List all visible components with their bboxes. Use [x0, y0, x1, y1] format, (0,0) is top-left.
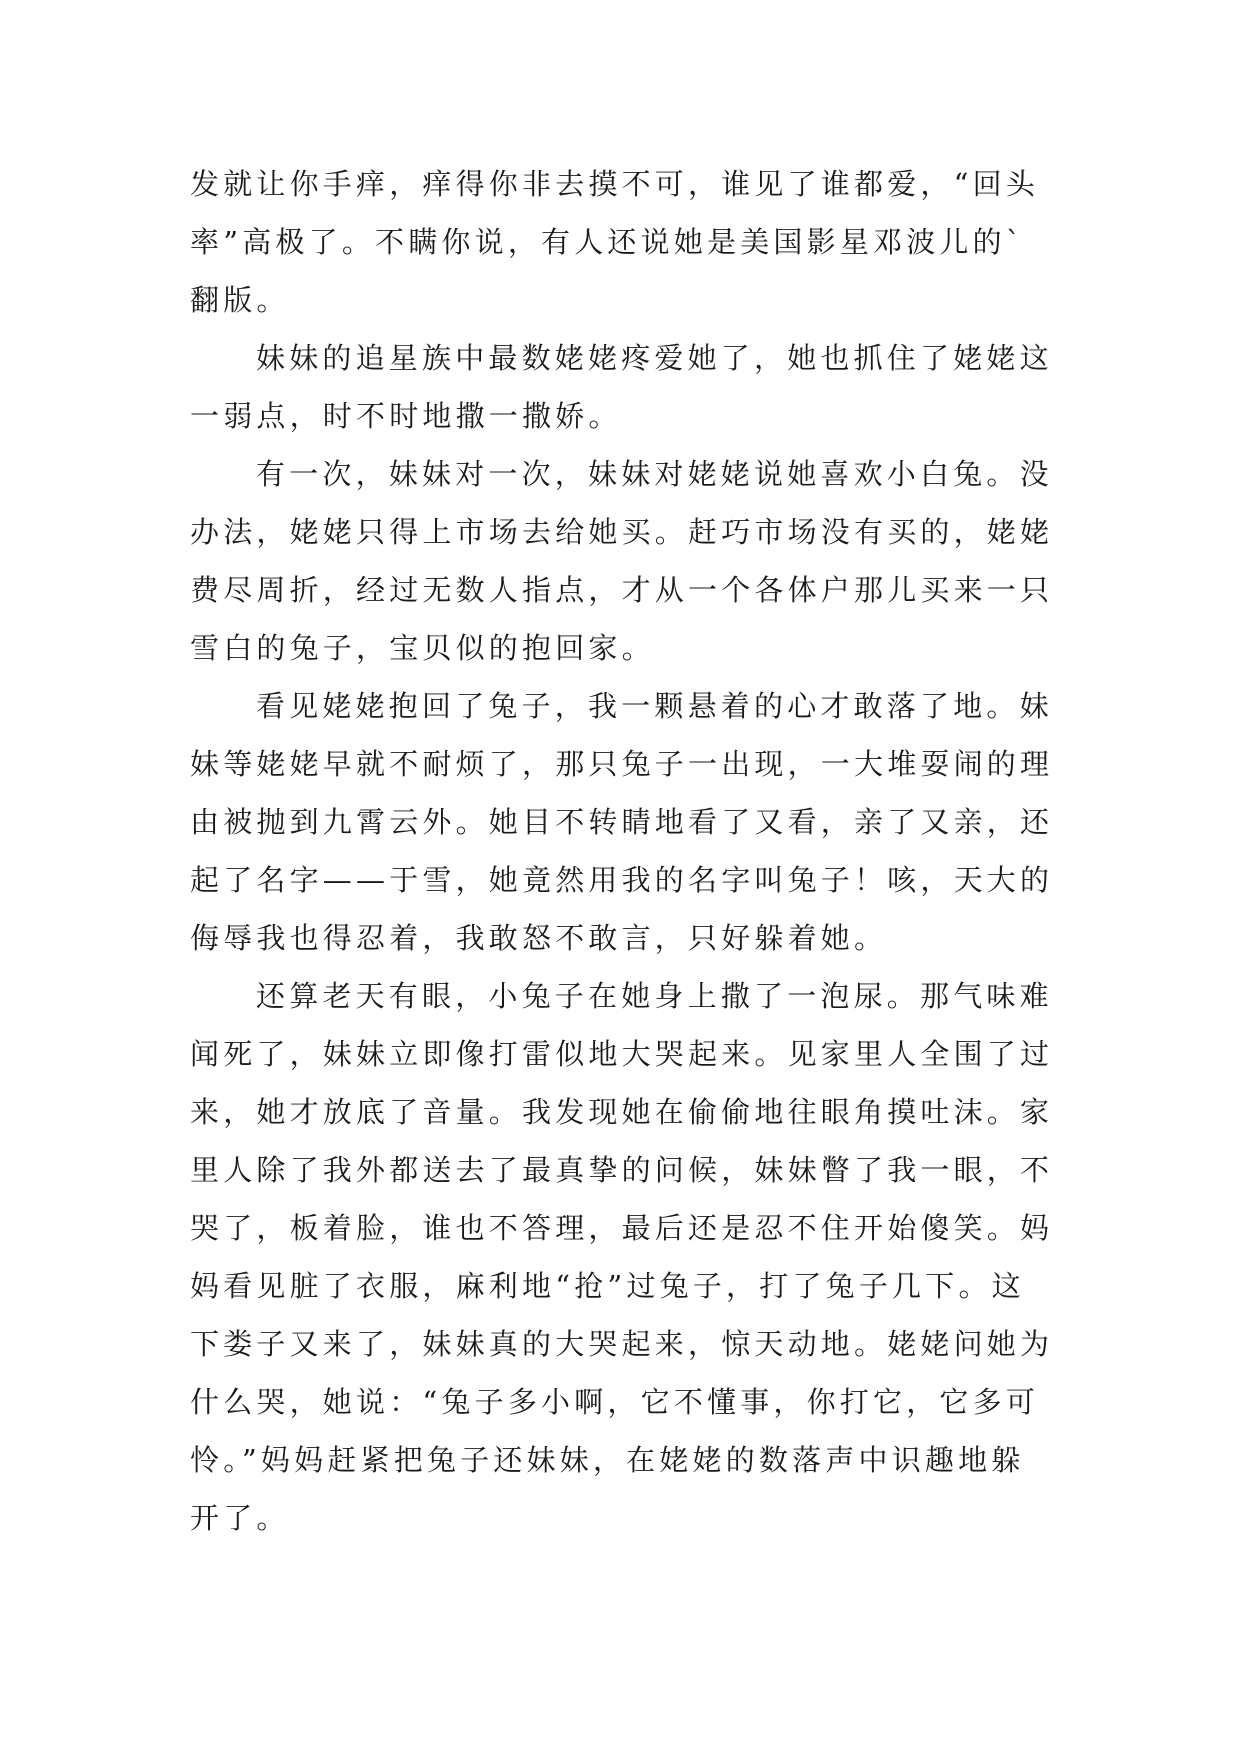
text-line: 下娄子又来了，妹妹真的大哭起来，惊天动地。姥姥问她为 — [190, 1327, 1054, 1361]
text-line: 办法，姥姥只得上市场去给她买。赶巧市场没有买的，姥姥 — [190, 515, 1054, 549]
text-line: 怜。”妈妈赶紧把兔子还妹妹，在姥姥的数落声中识趣地躲 — [190, 1443, 1025, 1477]
text-line: 妈看见脏了衣服，麻利地“抢”过兔子，打了兔子几下。这 — [190, 1269, 1025, 1303]
text-line: 侮辱我也得忍着，我敢怒不敢言，只好躲着她。 — [190, 921, 888, 955]
text-line: 什么哭，她说：“兔子多小啊，它不懂事，你打它，它多可 — [190, 1385, 1040, 1419]
text-line: 翻版。 — [190, 283, 290, 317]
text-line: 看见姥姥抱回了兔子，我一颗悬着的心才敢落了地。妹 — [256, 689, 1053, 723]
text-line: 哭了，板着脸，谁也不答理，最后还是忍不住开始傻笑。妈 — [190, 1211, 1054, 1245]
text-line: 一弱点，时不时地撒一撒娇。 — [190, 399, 622, 433]
article-body — [190, 155, 1060, 1547]
text-line: 率”高极了。不瞒你说，有人还说她是美国影星邓波儿的` — [190, 225, 1025, 259]
text-line: 雪白的兔子，宝贝似的抱回家。 — [190, 631, 655, 665]
text-line: 发就让你手痒，痒得你非去摸不可，谁见了谁都爱，“回头 — [190, 167, 1040, 201]
text-line: 来，她才放底了音量。我发现她在偷偷地往眼角摸吐沫。家 — [190, 1095, 1054, 1129]
text-line: 闻死了，妹妹立即像打雷似地大哭起来。见家里人全围了过 — [190, 1037, 1054, 1071]
text-line: 由被抛到九霄云外。她目不转睛地看了又看，亲了又亲，还 — [190, 805, 1054, 839]
text-line: 里人除了我外都送去了最真挚的问候，妹妹瞥了我一眼，不 — [190, 1153, 1054, 1187]
text-line: 还算老天有眼，小兔子在她身上撒了一泡尿。那气味难 — [256, 979, 1053, 1013]
text-line: 有一次，妹妹对一次，妹妹对姥姥说她喜欢小白兔。没 — [256, 457, 1053, 491]
text-line: 妹妹的追星族中最数姥姥疼爱她了，她也抓住了姥姥这 — [256, 341, 1053, 375]
text-line: 费尽周折，经过无数人指点，才从一个各体户那儿买来一只 — [190, 573, 1054, 607]
text-line: 起了名字——于雪，她竟然用我的名字叫兔子！咳，天大的 — [190, 863, 1054, 897]
text-line: 妹等姥姥早就不耐烦了，那只兔子一出现，一大堆耍闹的理 — [190, 747, 1054, 781]
text-line: 开了。 — [190, 1501, 290, 1535]
